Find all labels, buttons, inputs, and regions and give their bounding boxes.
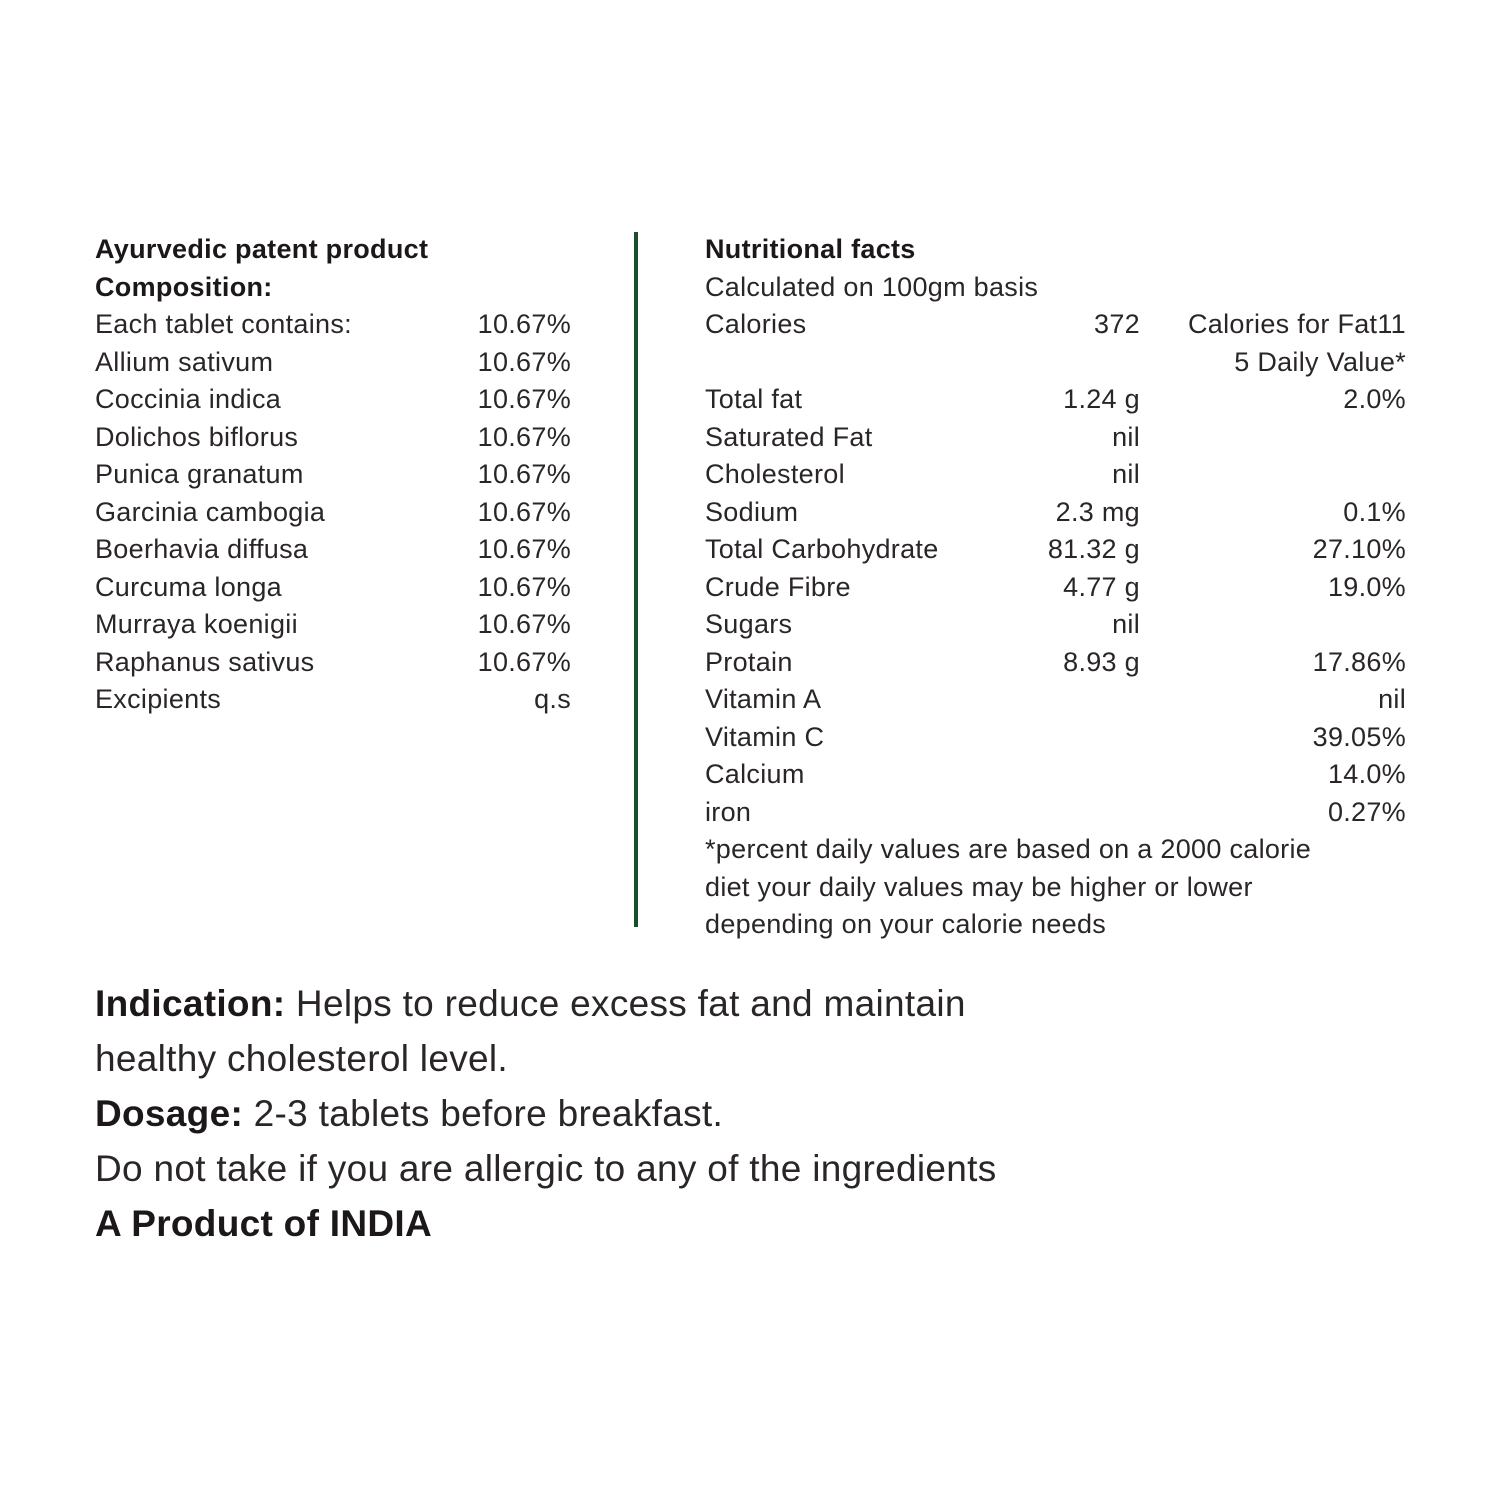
- composition-row: [95, 306, 571, 344]
- ingredient-name: Punica granatum: [95, 459, 304, 489]
- ingredient-name: Raphanus sativus: [95, 646, 315, 677]
- nutrition-row: [705, 569, 1406, 607]
- ingredient-name: Curcuma longa: [95, 571, 282, 602]
- ingredient-value: 10.67%: [477, 459, 571, 489]
- nutrient-daily-value: 17.86%: [1312, 646, 1406, 677]
- nutrition-row: [705, 644, 1406, 682]
- nutrition-row: [705, 531, 1406, 569]
- nutrition-row: [705, 719, 1406, 757]
- nutrient-label: Saturated Fat: [705, 421, 873, 452]
- ingredient-value: 10.67%: [477, 571, 571, 602]
- nutrition-row: [705, 756, 1406, 794]
- ingredient-name: Each tablet contains:: [95, 309, 352, 339]
- nutrition-row: [705, 344, 1406, 382]
- indication-line: [95, 976, 1295, 1031]
- composition-row: [95, 644, 571, 682]
- composition-row: [95, 456, 571, 494]
- nutrient-label: Vitamin C: [705, 721, 825, 752]
- composition-row: [95, 381, 571, 419]
- dosage-text: 2-3 tablets before breakfast.: [243, 1093, 724, 1134]
- nutrient-value: [960, 719, 1140, 757]
- product-origin: A Product of INDIA: [95, 1203, 433, 1244]
- nutrient-daily-value: 14.0%: [1327, 759, 1406, 789]
- composition-row: [95, 494, 571, 532]
- nutrient-label: Cholesterol: [705, 459, 845, 489]
- nutrition-row: [705, 419, 1406, 457]
- nutrient-label: Sodium: [705, 496, 799, 527]
- indication-text: Helps to reduce excess fat and maintain: [285, 983, 966, 1024]
- nutrition-row: [705, 306, 1406, 344]
- composition-row: [95, 419, 571, 457]
- nutrient-value: nil: [1112, 609, 1140, 639]
- nutrient-label: Total Carbohydrate: [705, 534, 939, 564]
- nutrient-daily-value: Calories for Fat11: [1188, 309, 1406, 339]
- composition-subtitle: Composition:: [95, 271, 273, 302]
- nutrient-value: [960, 794, 1140, 832]
- nutrition-row: [705, 794, 1406, 832]
- ingredient-name: Allium sativum: [95, 346, 274, 377]
- nutrient-daily-value: 0.27%: [1327, 796, 1406, 827]
- nutrient-daily-value: nil: [1378, 684, 1406, 714]
- ingredient-value: 10.67%: [477, 346, 571, 377]
- nutrient-daily-value: [1140, 456, 1406, 494]
- ingredient-name: Coccinia indica: [95, 384, 282, 414]
- nutrient-daily-value: [1140, 606, 1406, 644]
- daily-value-footnote: [705, 831, 1406, 944]
- nutrient-label: Protain: [705, 646, 793, 677]
- nutrient-value: 2.3 mg: [1055, 496, 1140, 527]
- footnote-line: diet your daily values may be higher or lower: [705, 871, 1253, 902]
- nutrient-value: 8.93 g: [1063, 646, 1140, 677]
- composition-row: [95, 344, 571, 382]
- nutrition-subtitle: Calculated on 100gm basis: [705, 271, 1039, 302]
- ingredient-value: 10.67%: [477, 384, 571, 414]
- nutrient-daily-value: 19.0%: [1327, 571, 1406, 602]
- ingredient-name: Garcinia cambogia: [95, 496, 326, 527]
- nutrient-value: [960, 756, 1140, 794]
- nutrient-value: 4.77 g: [1063, 571, 1140, 602]
- nutrient-label: Crude Fibre: [705, 571, 851, 602]
- dosage-label: Dosage:: [95, 1093, 244, 1134]
- ingredient-name: Boerhavia diffusa: [95, 534, 309, 564]
- nutrient-value: nil: [1112, 459, 1140, 489]
- nutrient-value: nil: [1112, 421, 1140, 452]
- nutrition-row: [705, 494, 1406, 532]
- footnote-line: *percent daily values are based on a 2000 calorie: [705, 834, 1312, 864]
- ingredient-value: q.s: [534, 684, 571, 714]
- nutrient-label: Calories: [705, 309, 807, 339]
- nutrient-daily-value: [1140, 419, 1406, 457]
- ingredient-name: Dolichos biflorus: [95, 421, 299, 452]
- nutrient-value: 1.24 g: [1063, 384, 1140, 414]
- usage-info-section: [95, 976, 1295, 1251]
- ingredient-value: 10.67%: [477, 309, 571, 339]
- indication-label: Indication:: [95, 983, 286, 1024]
- nutrition-row: [705, 606, 1406, 644]
- ingredient-name: Murraya koenigii: [95, 609, 298, 639]
- composition-row: [95, 531, 571, 569]
- allergy-warning: Do not take if you are allergic to any of the ingredients: [95, 1148, 997, 1189]
- ingredient-name: Excipients: [95, 684, 222, 714]
- nutrition-row: [705, 381, 1406, 419]
- nutrient-value: 81.32 g: [1047, 534, 1140, 564]
- nutrient-daily-value: 2.0%: [1343, 384, 1406, 414]
- nutrient-label: Total fat: [705, 384, 803, 414]
- nutrient-daily-value: 0.1%: [1343, 496, 1406, 527]
- composition-section: [95, 231, 571, 719]
- composition-row: [95, 569, 571, 607]
- ingredient-value: 10.67%: [477, 646, 571, 677]
- ingredient-value: 10.67%: [477, 609, 571, 639]
- nutrient-label: [705, 344, 960, 382]
- ingredient-value: 10.67%: [477, 534, 571, 564]
- footnote-line: depending on your calorie needs: [705, 909, 1107, 939]
- nutrient-label: Vitamin A: [705, 684, 822, 714]
- nutrient-daily-value: 5 Daily Value*: [1234, 346, 1406, 377]
- nutrient-value: [960, 344, 1140, 382]
- nutrient-value: [960, 681, 1140, 719]
- nutrient-label: Sugars: [705, 609, 793, 639]
- nutrition-row: [705, 456, 1406, 494]
- nutrient-daily-value: 39.05%: [1312, 721, 1406, 752]
- nutrient-value: 372: [1094, 309, 1140, 339]
- ingredient-value: 10.67%: [477, 496, 571, 527]
- composition-row: [95, 681, 571, 719]
- composition-row: [95, 606, 571, 644]
- composition-title: Ayurvedic patent product: [95, 234, 429, 264]
- dosage-line: [95, 1086, 1295, 1141]
- ingredient-value: 10.67%: [477, 421, 571, 452]
- nutrition-row: [705, 681, 1406, 719]
- indication-line-2: healthy cholesterol level.: [95, 1038, 508, 1079]
- nutrition-section: [705, 231, 1406, 944]
- column-divider: [634, 232, 638, 927]
- nutrition-title: Nutritional facts: [705, 234, 916, 264]
- nutrient-label: Calcium: [705, 759, 805, 789]
- nutrient-label: iron: [705, 796, 752, 827]
- nutrient-daily-value: 27.10%: [1312, 534, 1406, 564]
